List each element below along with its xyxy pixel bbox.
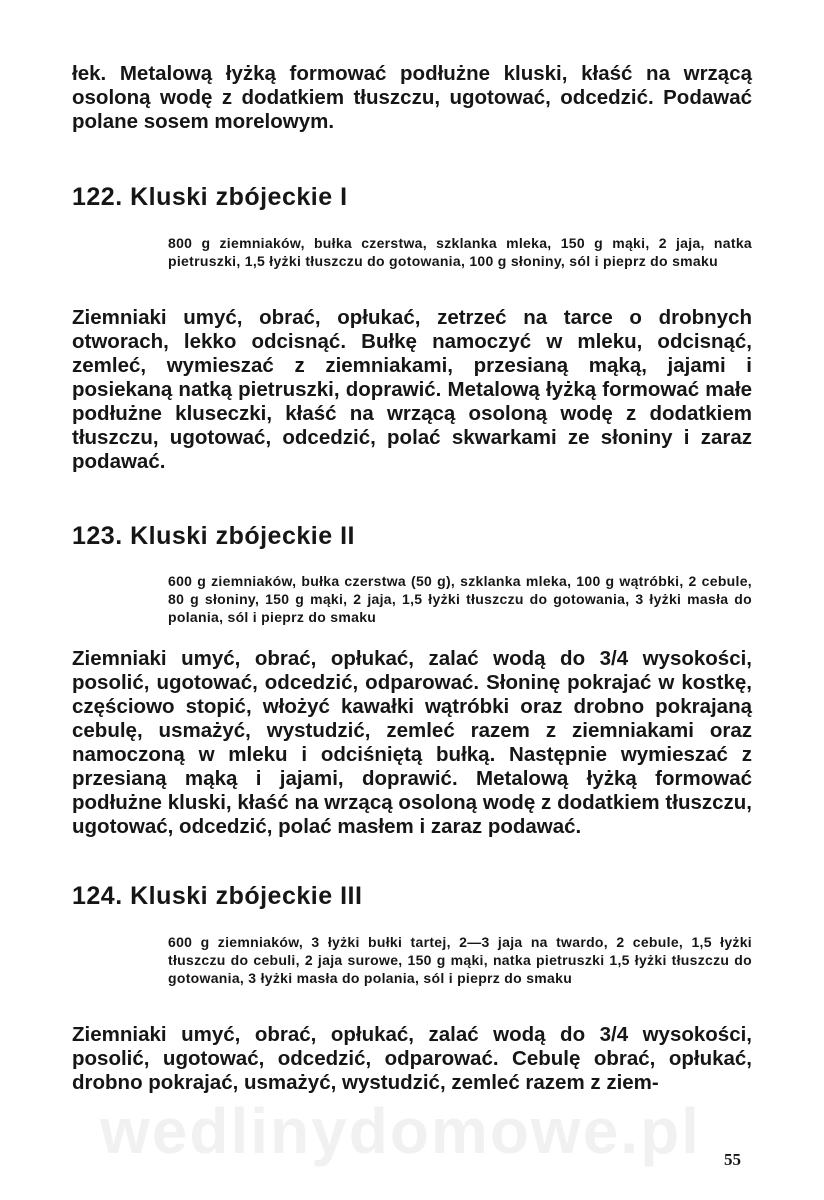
recipe-123-title: 123. Kluski zbójeckie II — [72, 522, 355, 550]
recipe-122-ingredients: 800 g ziemniaków, bułka czerstwa, szklanka mleka, 150 g mąki, 2 jaja, natka pietruszki, 1,5 łyżki tłuszczu do gotowania, 100 g słoniny, sól i pieprz do smaku — [168, 235, 752, 269]
intro-paragraph: łek. Metalową łyżką formować podłużne kluski, kłaść na wrzącą osoloną wodę z dodatkiem tłuszczu, ugotować, odcedzić. Podawać polane sosem morelowym. — [72, 62, 752, 133]
recipe-124-ingredients: 600 g ziemniaków, 3 łyżki bułki tartej, 2—3 jaja na twardo, 2 cebule, 1,5 łyżki tłuszczu do cebuli, 2 jaja surowe, 150 g mąki, natka pietruszki 1,5 łyżki tłuszczu do gotowania, 3 łyżki masła do polania, sól i pieprz do smaku — [168, 934, 752, 986]
recipe-124-title: 124. Kluski zbójeckie III — [72, 882, 363, 910]
watermark: wedlinydomowe.pl — [100, 1095, 701, 1167]
page-number: 55 — [724, 1150, 741, 1169]
recipe-122-instructions: Ziemniaki umyć, obrać, opłukać, zetrzeć na tarce o drobnych otworach, lekko odcisnąć. Bułkę namoczyć w mleku, odcisnąć, zemleć, wymieszać z ziemniakami, przesianą mąką, jajami i posiekaną natką pietruszki, doprawić. Metalową łyżką formować małe podłużne kluseczki, kłaść na wrzącą osoloną wodę z dodatkiem tłuszczu, ugotować, odcedzić, polać skwarkami ze słoniny i zaraz podawać. — [72, 306, 752, 473]
recipe-123-instructions: Ziemniaki umyć, obrać, opłukać, zalać wodą do 3/4 wysokości, posolić, ugotować, odcedzić, odparować. Słoninę pokrajać w kostkę, częściowo stopić, włożyć kawałki wątróbki oraz drobno pokrajaną cebulę, usmażyć, wystudzić, zemleć razem z ziemniakami oraz namoczoną w mleku i odciśniętą bułką. Następnie wymieszać z przesianą mąką i jajami, doprawić. Metalową łyżką formować podłużne kluski, kłaść na wrzącą osoloną wodę z dodatkiem tłuszczu, ugotować, odcedzić, polać masłem i zaraz podawać. — [72, 647, 752, 838]
recipe-124-instructions: Ziemniaki umyć, obrać, opłukać, zalać wodą do 3/4 wysokości, posolić, ugotować, odcedzić, odparować. Cebulę obrać, opłukać, drobno pokrajać, usmażyć, wystudzić, zemleć razem z ziem- — [72, 1023, 752, 1094]
recipe-122-title: 122. Kluski zbójeckie I — [72, 183, 348, 211]
recipe-123-ingredients: 600 g ziemniaków, bułka czerstwa (50 g), szklanka mleka, 100 g wątróbki, 2 cebule, 80 g słoniny, 150 g mąki, 2 jaja, 1,5 łyżki tłuszczu do gotowania, 3 łyżki masła do polania, sól i pieprz do smaku — [168, 573, 752, 625]
